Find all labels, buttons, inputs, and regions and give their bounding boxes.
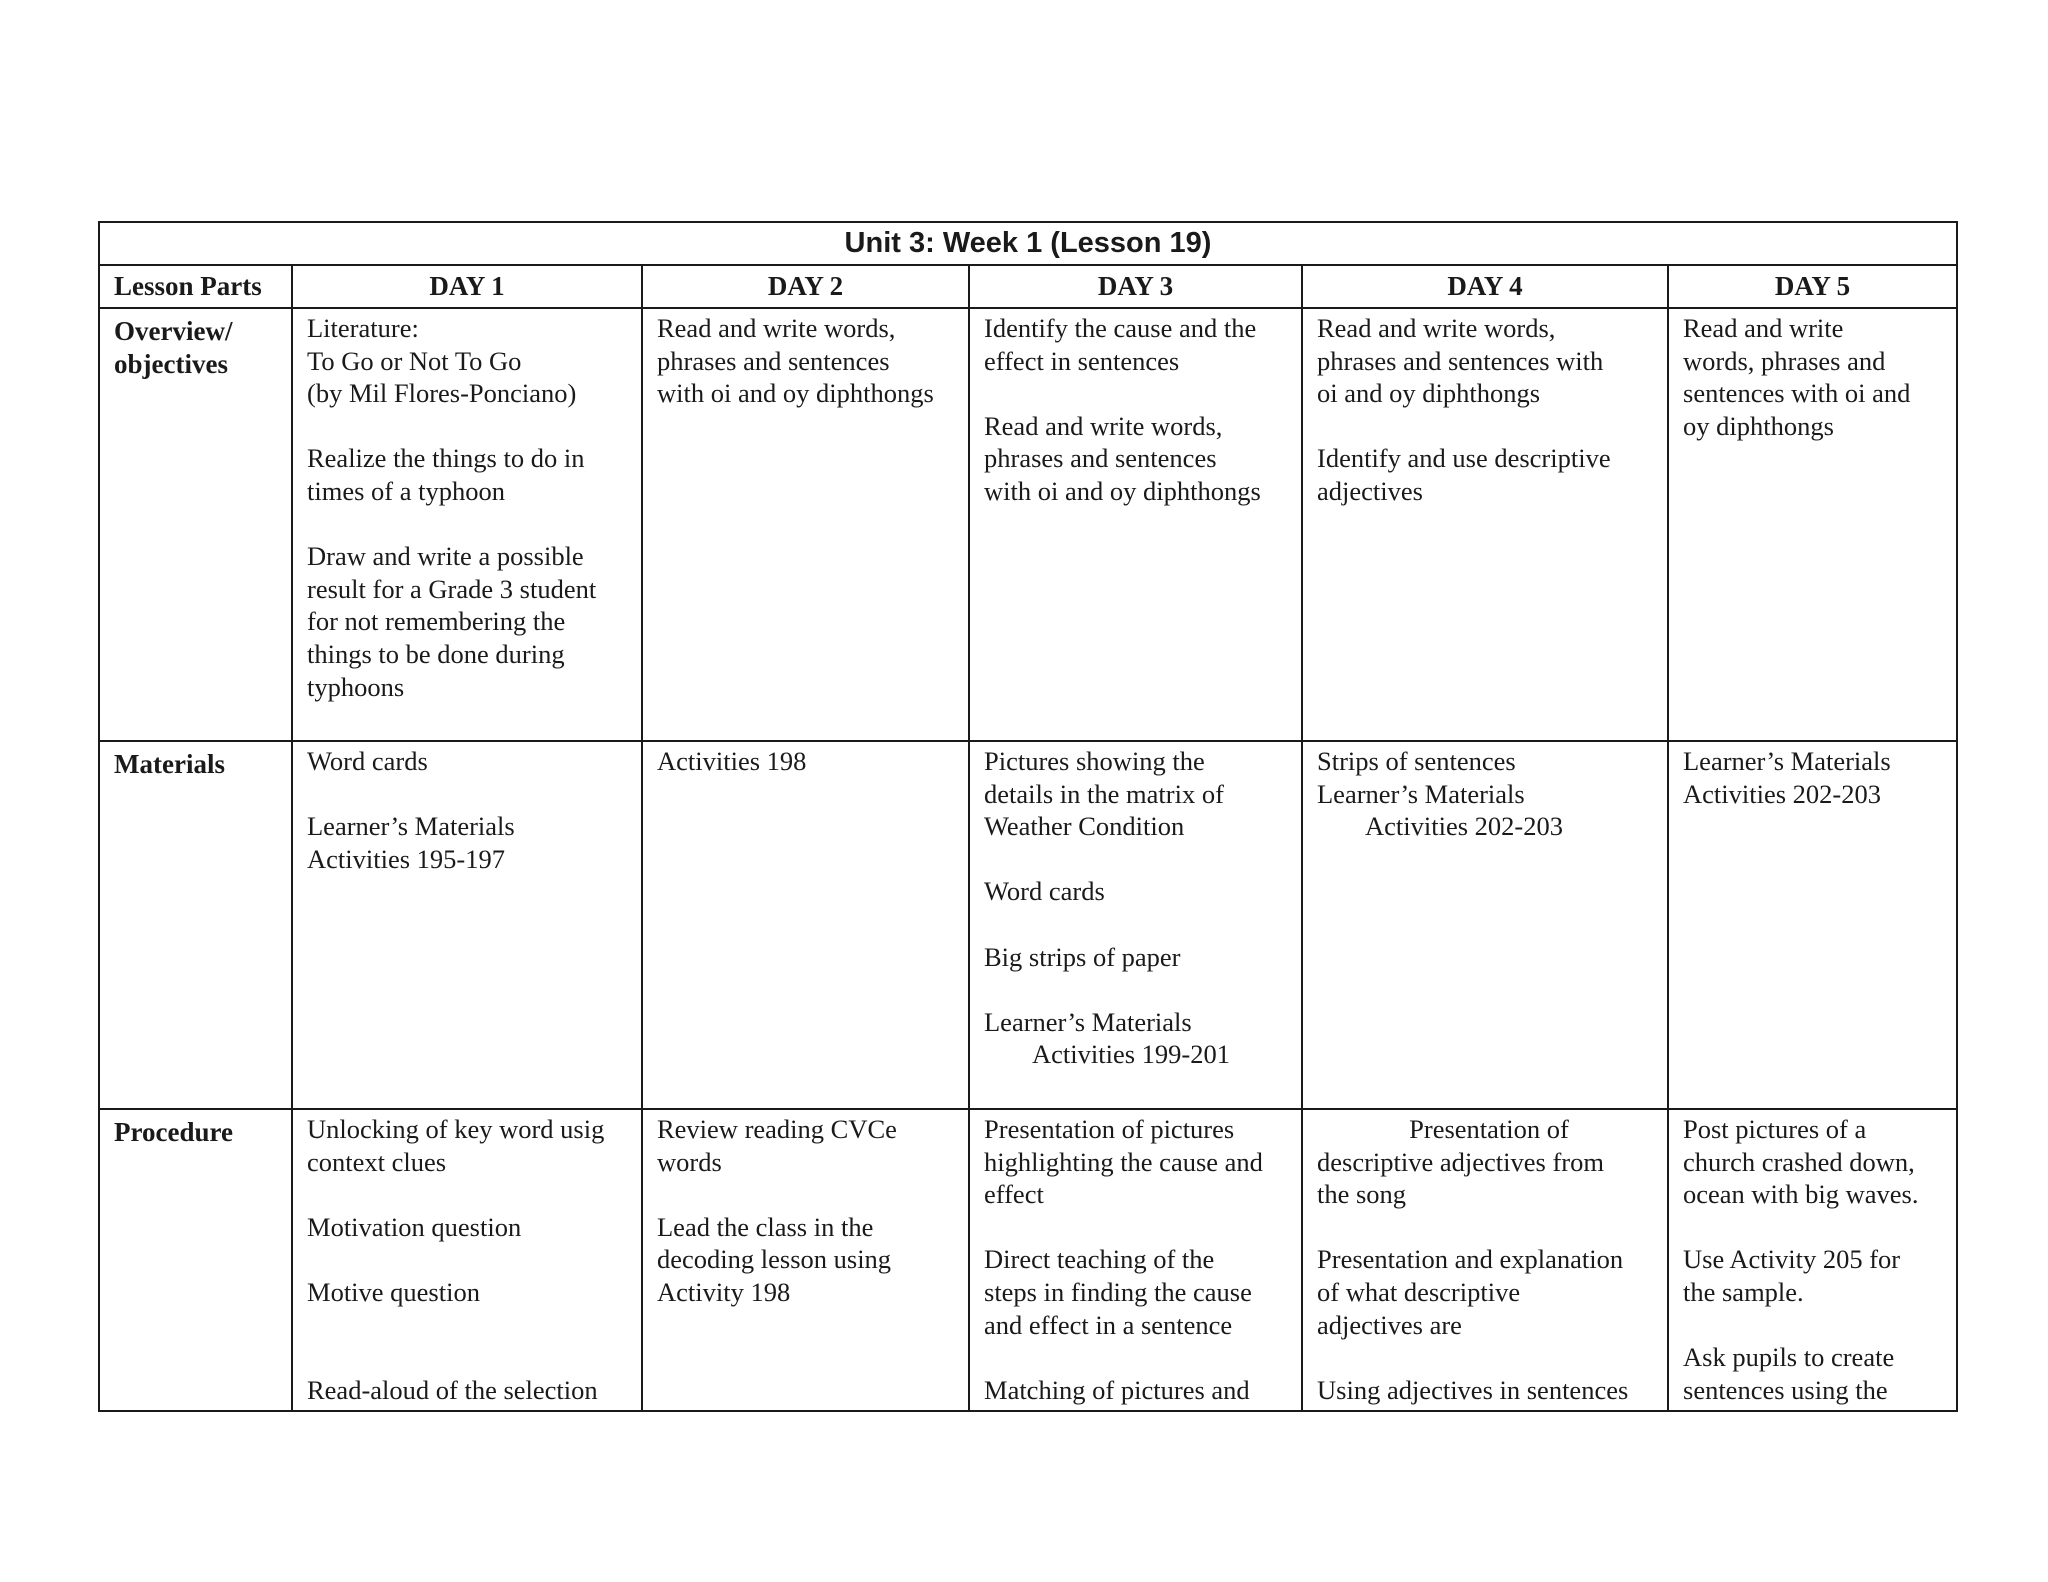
cell-text-line: oy diphthongs	[1683, 410, 1834, 441]
blank-line	[984, 908, 1295, 941]
cell-text-line: Big strips of paper	[984, 941, 1181, 972]
cell-text-line: Pictures showing the	[984, 746, 1205, 776]
cell-text-line: Presentation of pictures	[984, 1114, 1235, 1144]
cell-text-line: phrases and sentences	[657, 345, 890, 376]
blank-line	[1317, 1341, 1661, 1374]
header-day-2: DAY 2	[642, 265, 969, 308]
cell-text-line: things to be done during	[307, 638, 565, 669]
cell-text-line: church crashed down,	[1683, 1146, 1915, 1177]
cell-text-line: details in the matrix of	[984, 778, 1224, 809]
overview-day-5-cell	[1668, 308, 1957, 741]
cell-text-line: Read and write words,	[657, 313, 896, 343]
cell-text-line: Activities 199-201	[1032, 1039, 1230, 1070]
cell-text-line: words, phrases and	[1683, 345, 1886, 376]
cell-text-line: Matching of pictures and	[984, 1374, 1250, 1405]
cell-text-line: adjectives	[1317, 475, 1423, 506]
cell-text-line: Weather Condition	[984, 811, 1185, 842]
procedure-day-4-cell	[1302, 1109, 1668, 1411]
cell-text-line: Unlocking of key word usig	[307, 1114, 605, 1144]
materials-day-5-cell	[1668, 741, 1957, 1109]
header-day-5: DAY 5	[1668, 265, 1957, 308]
blank-line	[307, 1341, 635, 1374]
cell-text-line: Post pictures of a	[1683, 1114, 1867, 1144]
cell-text-line: adjectives are	[1317, 1309, 1462, 1340]
cell-text-line: for not remembering the	[307, 606, 566, 637]
table-row-overview	[99, 308, 1957, 741]
cell-text-line: Read and write	[1683, 313, 1844, 343]
cell-text-line: Learner’s Materials	[984, 1006, 1192, 1037]
cell-text-line: Direct teaching of the	[984, 1244, 1215, 1275]
cell-text-line: Realize the things to do in	[307, 443, 585, 474]
cell-text-line: steps in finding the cause	[984, 1276, 1252, 1307]
cell-text-line: Review reading CVCe	[657, 1114, 897, 1144]
cell-text-line: Word cards	[984, 876, 1105, 907]
cell-text-line: sentences using the	[1683, 1374, 1888, 1405]
cell-text-line: words	[657, 1146, 722, 1177]
cell-text-line: decoding lesson using	[657, 1244, 892, 1275]
blank-line	[984, 1341, 1295, 1374]
row-label-line: objectives	[114, 348, 228, 379]
table-row-materials	[99, 741, 1957, 1109]
overview-day-2-cell	[642, 308, 969, 741]
cell-text-line: Motive question	[307, 1276, 480, 1307]
cell-text-line: of what descriptive	[1317, 1276, 1521, 1307]
cell-text-line: Learner’s Materials	[307, 811, 515, 842]
cell-text-line: Activities 202-203	[1683, 778, 1881, 809]
cell-text-line: To Go or Not To Go	[307, 345, 522, 376]
procedure-day-5-cell	[1668, 1109, 1957, 1411]
cell-text-line: Learner’s Materials	[1317, 778, 1525, 809]
blank-line	[984, 377, 1295, 410]
header-day-4: DAY 4	[1302, 265, 1668, 308]
cell-text-line: Literature:	[307, 313, 419, 343]
cell-text-line: Word cards	[307, 746, 428, 776]
cell-text-line: highlighting the cause and	[984, 1146, 1263, 1177]
blank-line	[307, 1178, 635, 1211]
blank-line	[984, 973, 1295, 1006]
blank-line	[1683, 1309, 1950, 1342]
cell-text-line: Activity 198	[657, 1276, 791, 1307]
blank-line	[1317, 1211, 1661, 1244]
title-row	[99, 222, 1957, 265]
cell-text-line: and effect in a sentence	[984, 1309, 1233, 1340]
header-lesson-parts: Lesson Parts	[99, 265, 292, 308]
cell-text-line: ocean with big waves.	[1683, 1179, 1919, 1210]
cell-text-line: Activities 198	[657, 746, 807, 776]
blank-line	[307, 1243, 635, 1276]
table-row-procedure	[99, 1109, 1957, 1411]
blank-line	[1317, 410, 1661, 443]
cell-text-line: with oi and oy diphthongs	[984, 475, 1261, 506]
blank-line	[307, 778, 635, 811]
lesson-plan-table	[98, 221, 1958, 1412]
cell-text-line: Learner’s Materials	[1683, 746, 1891, 776]
overview-day-3-cell	[969, 308, 1302, 741]
cell-text-line: Draw and write a possible	[307, 541, 584, 572]
cell-text-line: context clues	[307, 1146, 447, 1177]
header-day-3: DAY 3	[969, 265, 1302, 308]
row-label-materials	[99, 741, 292, 1109]
materials-day-3-cell	[969, 741, 1302, 1109]
materials-day-1-cell	[292, 741, 642, 1109]
cell-text-line: Strips of sentences	[1317, 746, 1516, 776]
cell-text-line: oi and oy diphthongs	[1317, 378, 1541, 409]
overview-day-1-cell	[292, 308, 642, 741]
row-label-line: Procedure	[114, 1117, 233, 1147]
cell-text-line: Read and write words,	[984, 410, 1223, 441]
cell-text-line: Identify the cause and the	[984, 313, 1257, 343]
cell-text-line: effect	[984, 1179, 1044, 1210]
row-label-overview	[99, 308, 292, 741]
cell-text-line: Ask pupils to create	[1683, 1342, 1895, 1373]
cell-text-line: phrases and sentences with	[1317, 345, 1604, 376]
blank-line	[307, 1309, 635, 1342]
header-row	[99, 265, 1957, 308]
cell-text-line: descriptive adjectives from	[1317, 1146, 1604, 1177]
cell-text-line: result for a Grade 3 student	[307, 573, 597, 604]
cell-text-line: effect in sentences	[984, 345, 1180, 376]
cell-text-line: Use Activity 205 for	[1683, 1244, 1901, 1275]
blank-line	[307, 410, 635, 443]
materials-day-2-cell	[642, 741, 969, 1109]
row-label-line: Materials	[114, 749, 225, 779]
cell-text-line: Using adjectives in sentences	[1317, 1374, 1629, 1405]
cell-text-line: Read-aloud of the selection	[307, 1374, 598, 1405]
blank-line	[1683, 1211, 1950, 1244]
procedure-day-3-cell	[969, 1109, 1302, 1411]
cell-text-line: phrases and sentences	[984, 443, 1217, 474]
procedure-day-1-cell	[292, 1109, 642, 1411]
cell-text-line: times of a typhoon	[307, 475, 505, 506]
cell-text-line: Activities 202-203	[1365, 811, 1563, 842]
overview-day-4-cell	[1302, 308, 1668, 741]
cell-text-line: Identify and use descriptive	[1317, 443, 1611, 474]
blank-line	[307, 508, 635, 541]
cell-text-line: with oi and oy diphthongs	[657, 378, 934, 409]
procedure-day-2-cell	[642, 1109, 969, 1411]
cell-text-line: the sample.	[1683, 1276, 1804, 1307]
cell-text-line: Activities 195-197	[307, 843, 505, 874]
cell-text-line: Presentation of	[1409, 1114, 1569, 1144]
cell-text-line: typhoons	[307, 671, 405, 702]
cell-text-line: Read and write words,	[1317, 313, 1556, 343]
blank-line	[657, 1178, 962, 1211]
row-label-line: Overview/	[114, 316, 233, 346]
table-title: Unit 3: Week 1 (Lesson 19)	[99, 222, 1957, 265]
cell-text-line: Lead the class in the	[657, 1211, 874, 1242]
cell-text-line: (by Mil Flores-Ponciano)	[307, 378, 577, 409]
cell-text-line: sentences with oi and	[1683, 378, 1911, 409]
header-day-1: DAY 1	[292, 265, 642, 308]
cell-text-line: the song	[1317, 1179, 1407, 1210]
row-label-procedure	[99, 1109, 292, 1411]
cell-text-line: Motivation question	[307, 1211, 522, 1242]
blank-line	[984, 843, 1295, 876]
materials-day-4-cell	[1302, 741, 1668, 1109]
cell-text-line: Presentation and explanation	[1317, 1244, 1624, 1275]
blank-line	[984, 1211, 1295, 1244]
